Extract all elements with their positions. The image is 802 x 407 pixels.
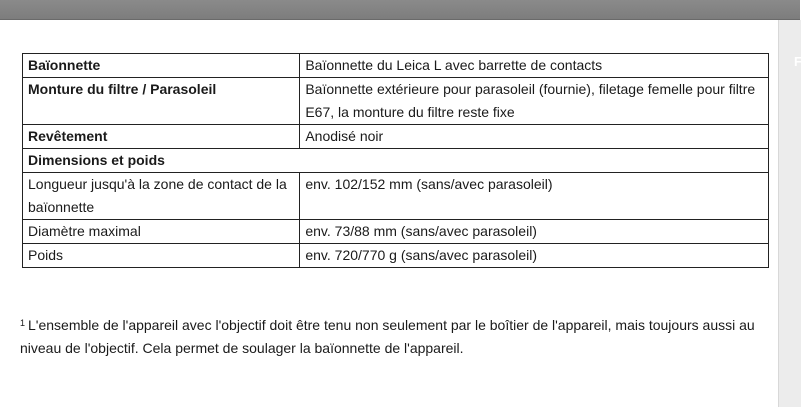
table-row (23, 78, 769, 125)
window-top-bar (0, 0, 800, 20)
row-value: env. 73/88 mm (sans/avec parasoleil) (300, 220, 769, 244)
next-page-letter: F (794, 54, 802, 69)
row-label: Baïonnette (23, 54, 300, 78)
row-value: Baïonnette extérieure pour parasoleil (fournie), filetage femelle pour filtre E67, la monture du filtre reste fixe (300, 78, 769, 125)
table-row (23, 125, 769, 149)
next-page-edge (778, 20, 801, 407)
row-value: Anodisé noir (300, 125, 769, 149)
row-value: Baïonnette du Leica L avec barrette de contacts (300, 54, 769, 78)
row-label: Longueur jusqu'à la zone de contact de la baïonnette (23, 173, 300, 220)
table-section-row (23, 149, 769, 173)
footnote-text: L'ensemble de l'appareil avec l'objectif doit être tenu non seulement par le boîtier de l'appareil, mais toujours aussi au niveau de l'objectif. Cela permet de soulager la baïonnette de l'appareil. (20, 317, 755, 356)
footnote-marker: 1 (20, 318, 26, 328)
row-value: env. 720/770 g (sans/avec parasoleil) (300, 244, 769, 268)
row-label: Poids (23, 244, 300, 268)
specifications-table (22, 53, 769, 268)
row-label: Monture du filtre / Parasoleil (23, 78, 300, 125)
section-heading: Dimensions et poids (23, 149, 769, 173)
footnote (20, 314, 760, 360)
table-row (23, 244, 769, 268)
row-value: env. 102/152 mm (sans/avec parasoleil) (300, 173, 769, 220)
table-row (23, 173, 769, 220)
row-label: Revêtement (23, 125, 300, 149)
table-row (23, 54, 769, 78)
row-label: Diamètre maximal (23, 220, 300, 244)
table-row (23, 220, 769, 244)
